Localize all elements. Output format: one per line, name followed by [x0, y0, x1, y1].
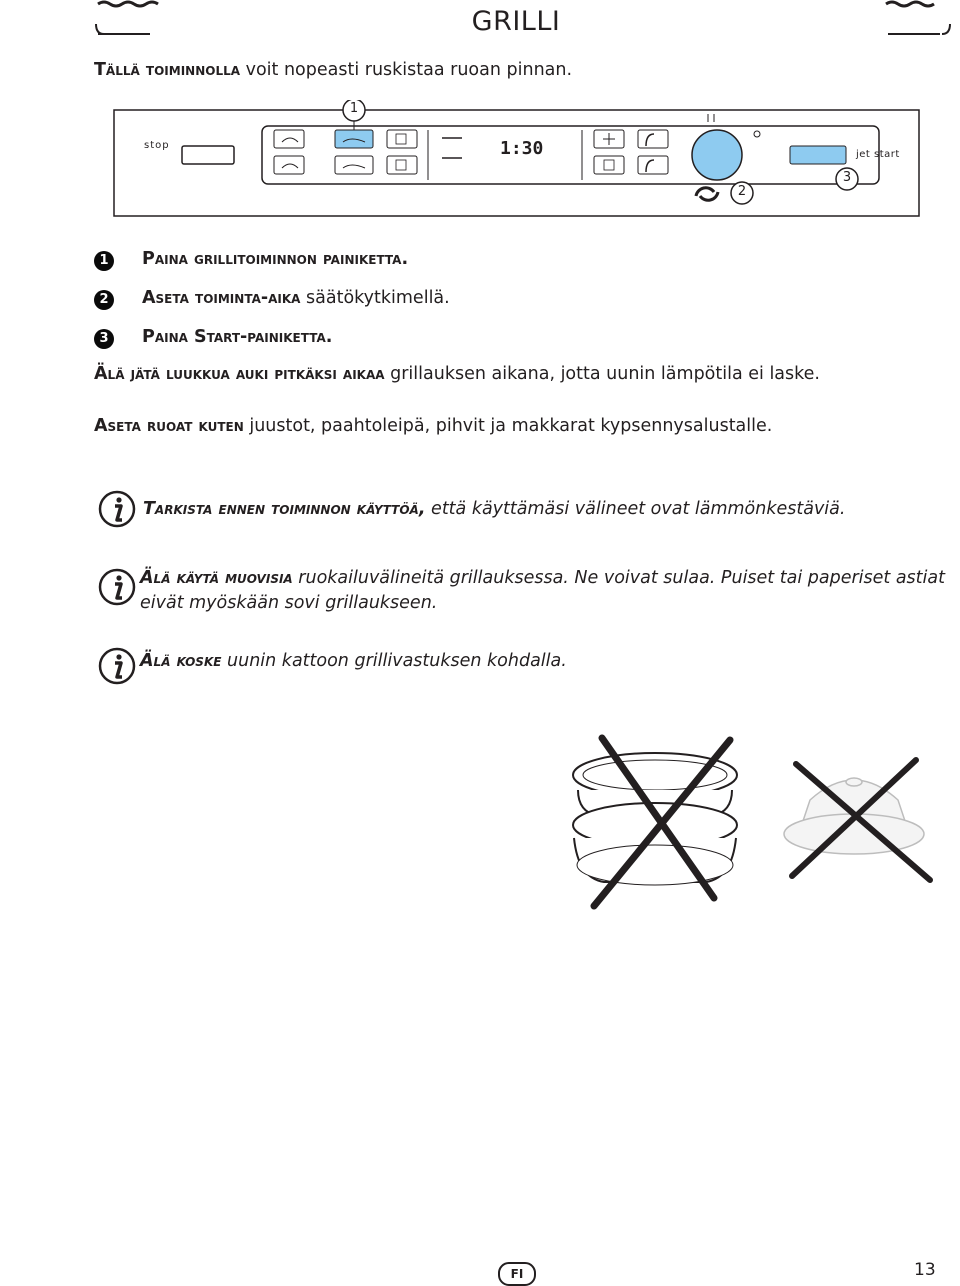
- step-1-number: 1: [94, 251, 114, 271]
- callout-1: 1: [349, 101, 359, 116]
- callout-2: 2: [737, 184, 747, 199]
- info-icon: [98, 647, 136, 685]
- control-panel-illustration: [112, 100, 922, 220]
- info-icon: [98, 490, 136, 528]
- display-time: 1:30: [500, 138, 544, 159]
- crossed-containers-illustration: [560, 730, 950, 920]
- info-icon: [98, 568, 136, 606]
- info-3-text: Älä koske uunin kattoon grillivastuksen kohdalla.: [140, 651, 567, 671]
- step-2-number: 2: [94, 290, 114, 310]
- info-1-text: Tarkista ennen toiminnon käyttöä, että käyttämäsi välineet ovat lämmönkestäviä.: [143, 499, 846, 519]
- note-placement: Aseta ruoat kuten juustot, paahtoleipä, pihvit ja makkarat kypsennysalustalle.: [94, 416, 773, 436]
- info-2-text: Älä käytä muovisia ruokailuvälineitä grillauksessa. Ne voivat sulaa. Puiset tai paperiset astiat: [140, 568, 945, 588]
- step-2-text: Aseta toiminta-aika säätökytkimellä.: [142, 288, 450, 308]
- info-2-text-line2: eivät myöskään sovi grillaukseen.: [140, 593, 438, 613]
- callout-3: 3: [842, 170, 852, 185]
- step-3-text: Paina Start-painiketta.: [142, 327, 333, 347]
- intro-rest: voit nopeasti ruskistaa ruoan pinnan.: [240, 60, 573, 80]
- note-door: Älä jätä luukkua auki pitkäksi aikaa grillauksen aikana, jotta uunin lämpötila ei laske.: [94, 364, 820, 384]
- intro-lead: Tällä toiminnolla: [94, 60, 241, 80]
- step-3-number: 3: [94, 329, 114, 349]
- language-badge: FI: [498, 1262, 536, 1286]
- stop-label: stop: [144, 140, 170, 151]
- page-number: 13: [914, 1260, 936, 1280]
- page-title: GRILLI: [471, 6, 561, 37]
- jet-start-label: jet start: [856, 149, 900, 160]
- intro-text: [94, 60, 572, 80]
- step-1-text: Paina grillitoiminnon painiketta.: [142, 249, 409, 269]
